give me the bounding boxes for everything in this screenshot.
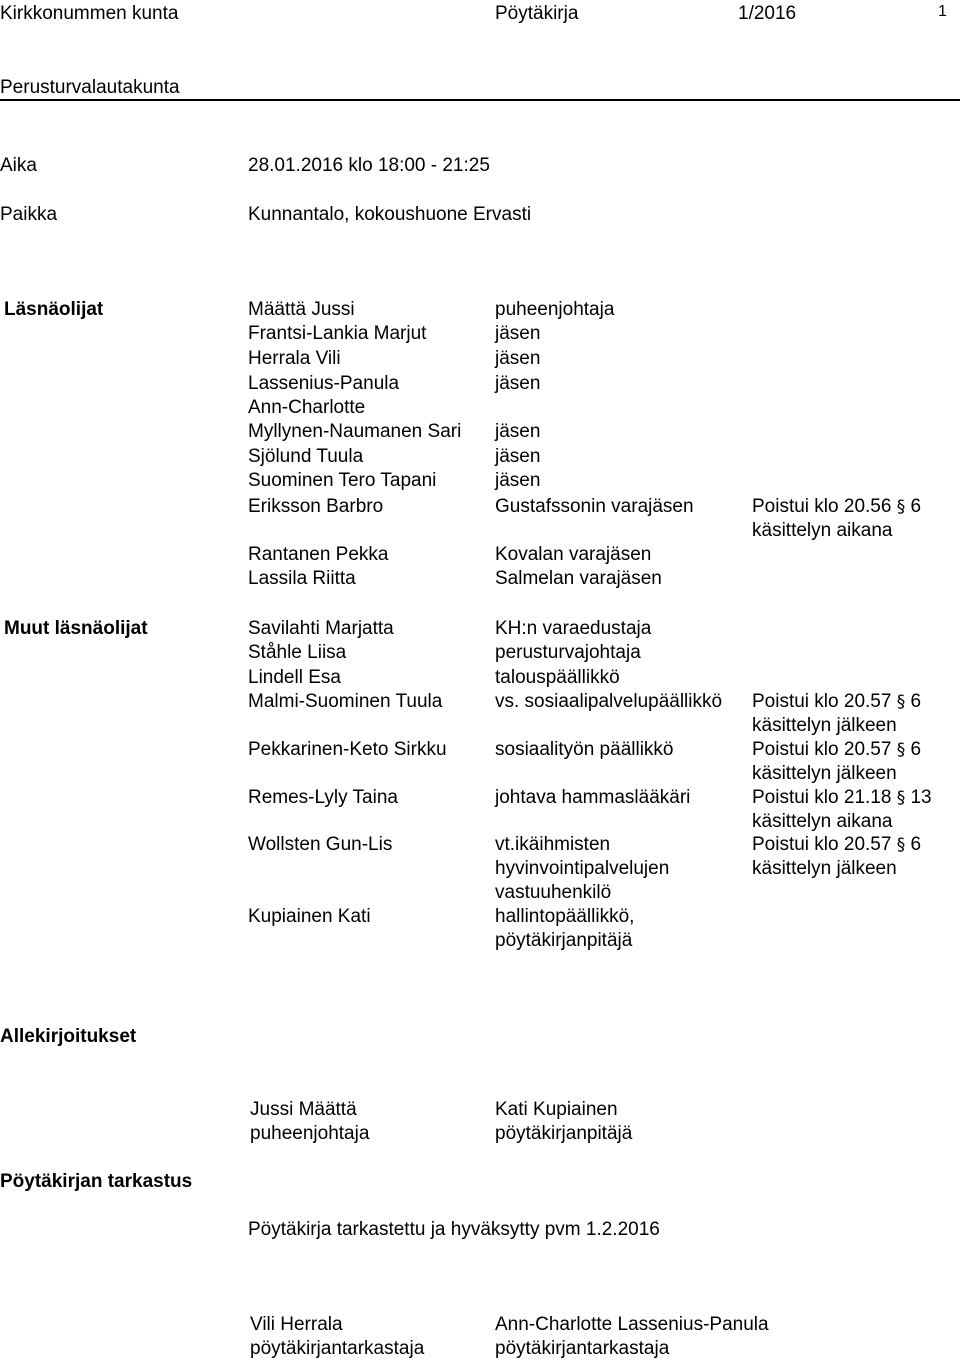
time-value: 28.01.2016 klo 18:00 - 21:25 (248, 155, 490, 176)
member-role: jäsen (495, 421, 541, 442)
reviewer-title: pöytäkirjantarkastaja (250, 1338, 425, 1359)
member-name: Sjölund Tuula (248, 446, 364, 467)
signer-name: Jussi Määttä (250, 1099, 357, 1120)
attendee-role: hallintopäällikkö, (495, 906, 635, 927)
reviewer-title: pöytäkirjantarkastaja (495, 1338, 670, 1359)
attendee-role: perusturvajohtaja (495, 642, 641, 663)
attendee-name: Savilahti Marjatta (248, 618, 394, 639)
attendee-role: hyvinvointipalvelujen (495, 858, 670, 879)
member-name: Ann-Charlotte (248, 397, 366, 418)
section-sign-icon: § (896, 740, 906, 760)
member-name: Lassenius-Panula (248, 373, 400, 394)
section-sign-icon: § (896, 497, 906, 517)
time-label: Aika (0, 155, 37, 176)
review-label: Pöytäkirjan tarkastus (0, 1171, 193, 1192)
member-role: jäsen (495, 373, 541, 394)
document-number: 1/2016 (738, 3, 797, 24)
place-value: Kunnantalo, kokoushuone Ervasti (248, 204, 532, 225)
attendee-role: vastuuhenkilö (495, 882, 612, 903)
attendee-role: pöytäkirjanpitäjä (495, 930, 633, 951)
municipality-name: Kirkkonummen kunta (0, 3, 179, 24)
member-role: Gustafssonin varajäsen (495, 496, 694, 517)
place-label: Paikka (0, 204, 58, 225)
departure-note-detail: käsittelyn aikana (752, 520, 893, 541)
departure-note: Poistui klo 20.56 § 6 (752, 496, 922, 517)
signer-title: pöytäkirjanpitäjä (495, 1123, 633, 1144)
member-role: puheenjohtaja (495, 299, 615, 320)
attendee-name: Remes-Lyly Taina (248, 787, 398, 808)
departure-note-detail: käsittelyn jälkeen (752, 858, 897, 879)
member-name: Herrala Vili (248, 348, 341, 369)
committee-name: Perusturvalautakunta (0, 77, 180, 98)
attendee-name: Pekkarinen-Keto Sirkku (248, 739, 447, 760)
member-role: jäsen (495, 323, 541, 344)
attendee-role: vs. sosiaalipalvelupäällikkö (495, 691, 723, 712)
member-name: Myllynen-Naumanen Sari (248, 421, 462, 442)
member-role: Kovalan varajäsen (495, 544, 652, 565)
attendee-name: Ståhle Liisa (248, 642, 347, 663)
departure-note: Poistui klo 20.57 § 6 (752, 739, 922, 760)
document-type: Pöytäkirja (495, 3, 579, 24)
departure-note: Poistui klo 20.57 § 6 (752, 691, 922, 712)
attendee-name: Wollsten Gun-Lis (248, 834, 393, 855)
attendee-name: Lindell Esa (248, 667, 341, 688)
attendee-role: vt.ikäihmisten (495, 834, 611, 855)
present-label: Läsnäolijat (4, 299, 104, 320)
attendee-role: KH:n varaedustaja (495, 618, 652, 639)
page-number: 1 (938, 3, 947, 20)
member-role: jäsen (495, 348, 541, 369)
member-role: jäsen (495, 470, 541, 491)
section-sign-icon: § (896, 788, 906, 808)
signatures-label: Allekirjoitukset (0, 1026, 137, 1047)
departure-note: Poistui klo 21.18 § 13 (752, 787, 932, 808)
member-name: Suominen Tero Tapani (248, 470, 437, 491)
departure-note: Poistui klo 20.57 § 6 (752, 834, 922, 855)
member-role: jäsen (495, 446, 541, 467)
member-name: Eriksson Barbro (248, 496, 384, 517)
member-name: Frantsi-Lankia Marjut (248, 323, 427, 344)
member-role: Salmelan varajäsen (495, 568, 662, 589)
departure-note-detail: käsittelyn jälkeen (752, 715, 897, 736)
member-name: Määttä Jussi (248, 299, 355, 320)
reviewer-name: Ann-Charlotte Lassenius-Panula (495, 1314, 769, 1335)
reviewer-name: Vili Herrala (250, 1314, 343, 1335)
departure-note-detail: käsittelyn jälkeen (752, 763, 897, 784)
section-sign-icon: § (896, 835, 906, 855)
review-statement: Pöytäkirja tarkastettu ja hyväksytty pvm 1.2.2016 (248, 1219, 660, 1240)
section-sign-icon: § (896, 692, 906, 712)
attendee-role: johtava hammaslääkäri (495, 787, 691, 808)
departure-note-detail: käsittelyn aikana (752, 811, 893, 832)
attendee-name: Kupiainen Kati (248, 906, 371, 927)
attendee-role: talouspäällikkö (495, 667, 620, 688)
member-name: Lassila Riitta (248, 568, 356, 589)
member-name: Rantanen Pekka (248, 544, 389, 565)
signer-name: Kati Kupiainen (495, 1099, 618, 1120)
attendee-role: sosiaalityön päällikkö (495, 739, 674, 760)
attendee-name: Malmi-Suominen Tuula (248, 691, 443, 712)
others-label: Muut läsnäolijat (4, 618, 148, 639)
signer-title: puheenjohtaja (250, 1123, 370, 1144)
header-divider (0, 99, 960, 101)
